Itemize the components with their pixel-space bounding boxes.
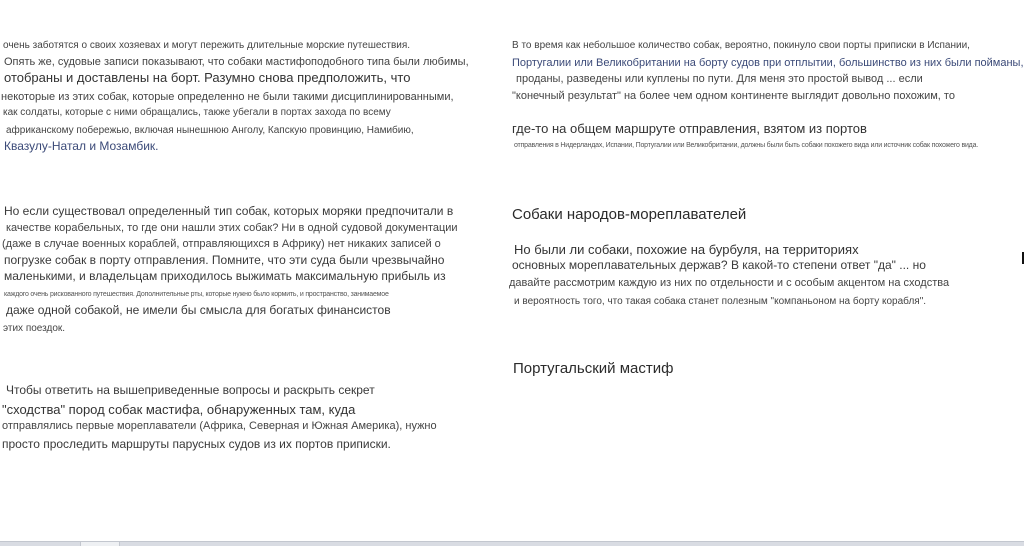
text-line: каждого очень рискованного путешествия. Дополнительные рты, которые нужно было кормить, и пространство, занимаемое [4,291,389,298]
text-line: "сходства" пород собак мастифа, обнаруженных там, куда [2,402,356,417]
text-line: качестве корабельных, то где они нашли этих собак? Ни в одной судовой документации [6,222,458,234]
text-line: и вероятность того, что такая собака станет полезным "компаньоном на борту корабля". [514,296,927,307]
text-line: этих поездок. [3,323,66,334]
text-line: отправления в Нидерландах, Испании, Португалии или Великобритании, должны были быть собаки похожего вида или источник собак похожего вида. [514,142,979,149]
text-line: В то время как небольшое количество собак, вероятно, покинуло свои порты приписки в Испании, [512,40,970,51]
text-line: Но если существовал определенный тип собак, которых моряки предпочитали в [4,204,454,218]
text-line: (даже в случае военных кораблей, отправляющихся в Африку) нет никаких записей о [2,238,441,250]
text-line: погрузке собак в порту отправления. Помните, что эти суда были чрезвычайно [4,253,445,267]
text-line: маленькими, и владельцам приходилось выжимать максимальную прибыль из [4,269,446,283]
text-line: где-то на общем маршруте отправления, взятом из портов [512,121,867,136]
text-line: некоторые из этих собак, которые определенно не были такими дисциплинированными, [1,91,454,103]
text-line: африканскому побережью, включая нынешнюю Анголу, Капскую провинцию, Намибию, [6,125,414,136]
text-line: отправлялись первые мореплаватели (Африка, Северная и Южная Америка), нужно [2,420,437,432]
text-line: давайте рассмотрим каждую из них по отдельности и с особым акцентом на сходства [509,277,950,289]
horizontal-scrollbar[interactable] [0,541,1024,546]
text-line: очень заботятся о своих хозяевах и могут пережить длительные морские путешествия. [3,40,411,51]
section-heading: Португальский мастиф [513,360,674,377]
text-line: Португалии или Великобритании на борту судов при отплытии, большинство из них были пойманы, [512,57,1024,69]
text-line: как солдаты, которые с ними обращались, также убегали в портах захода по всему [3,107,391,118]
text-line: даже одной собакой, не имели бы смысла для богатых финансистов [6,303,391,317]
text-line: проданы, разведены или куплены по пути. Для меня это простой вывод ... если [516,73,923,85]
text-line: Но были ли собаки, похожие на бурбуля, на территориях [514,242,859,257]
text-line: основных мореплавательных держав? В какой-то степени ответ "да" ... но [512,258,926,272]
section-heading: Собаки народов-мореплавателей [512,206,747,223]
text-line: просто проследить маршруты парусных судов из их портов приписки. [2,437,391,451]
text-line: Квазулу-Натал и Мозамбик. [4,139,159,153]
scrollbar-thumb[interactable] [80,542,120,546]
text-line: Опять же, судовые записи показывают, что собаки мастифоподобного типа были любимы, [4,56,469,68]
text-line: Чтобы ответить на вышеприведенные вопросы и раскрыть секрет [6,383,375,397]
text-line: отобраны и доставлены на борт. Разумно снова предположить, что [4,70,411,85]
text-line: "конечный результат" на более чем одном континенте выглядит довольно похожим, то [512,90,955,102]
